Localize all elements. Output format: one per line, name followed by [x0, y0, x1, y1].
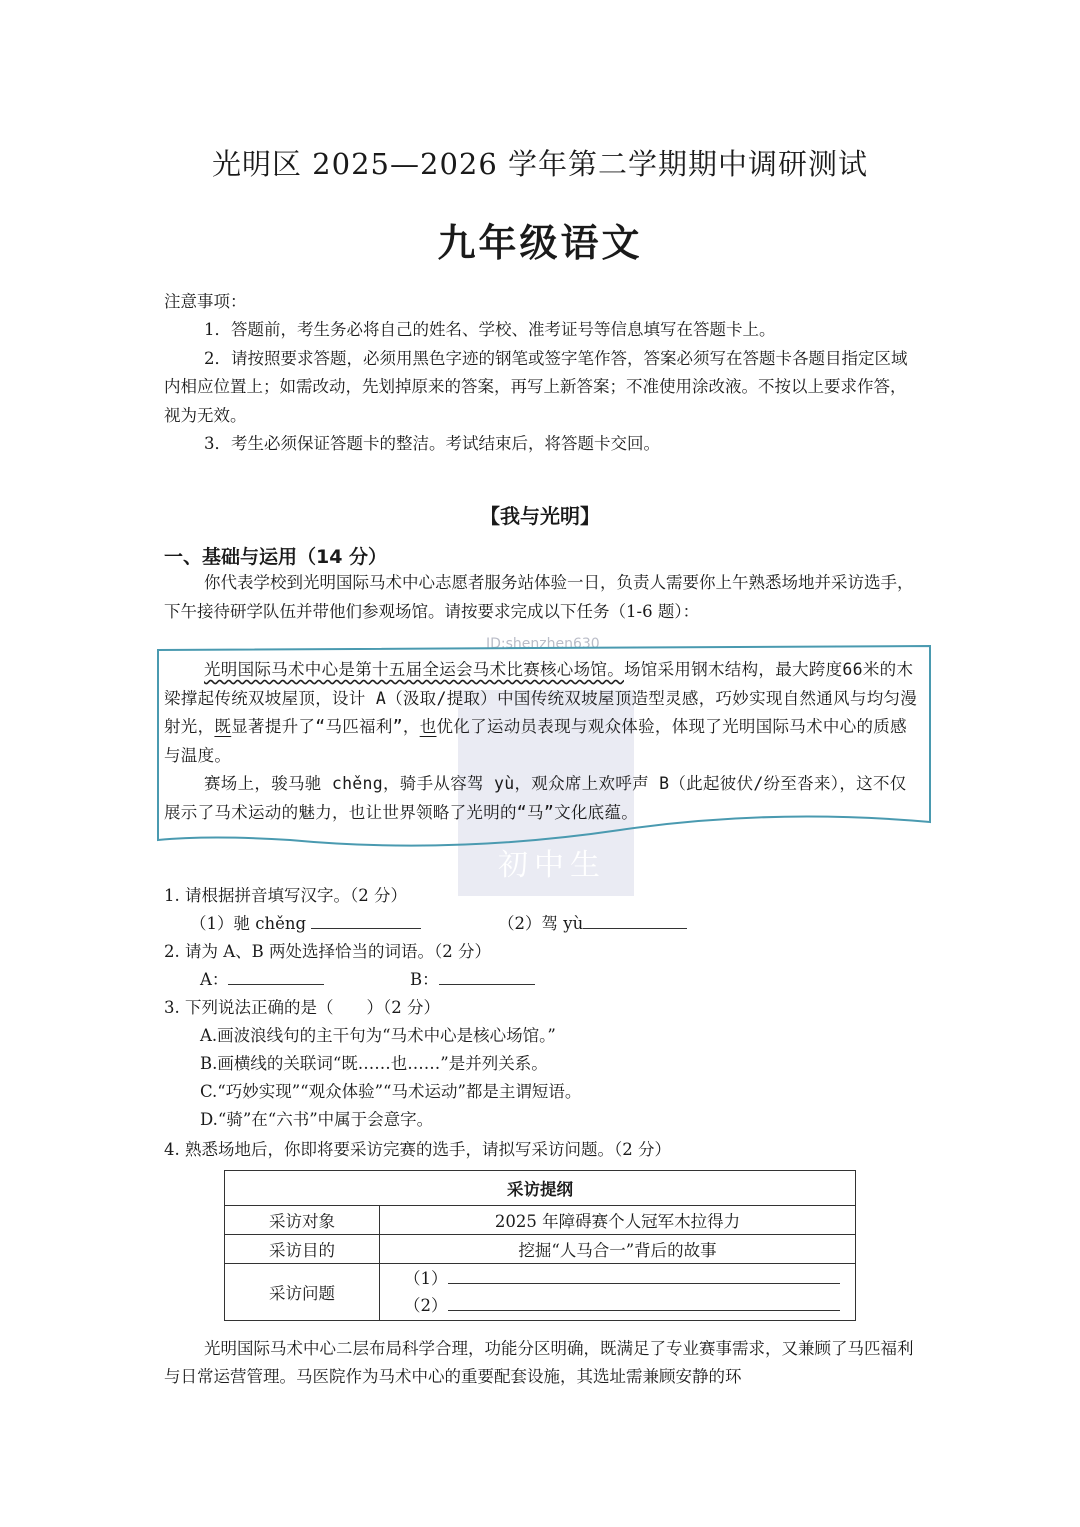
table-row — [225, 1264, 856, 1321]
question-1: 1. 请根据拼音填写汉字。（2 分） — [164, 886, 407, 905]
part-heading: 一、基础与运用（14 分） — [164, 546, 388, 568]
question-3: 3. 下列说法正确的是（ ）（2 分） — [164, 998, 440, 1017]
q2-item-b: B： — [410, 966, 535, 994]
wavy-underlined-sentence: 光明国际马术中心是第十五届全运会马术比赛核心场馆。 — [204, 660, 624, 679]
answer-blank[interactable] — [311, 910, 421, 929]
part-intro: 你代表学校到光明国际马术中心志愿者服务站体验一日，负责人需要你上午熟悉场地并采访选手，下午接待研学队伍并带他们参观场馆。请按要求完成以下任务（1-6 题）： — [164, 573, 914, 621]
notes-heading: 注意事项： — [164, 292, 247, 311]
passage-text: 场馆采用钢木结构，最大跨度66米的木梁撑起传统双坡屋顶，设计 A（汲取/提取）中国传统双坡屋顶造型灵感，巧妙实现自然通风与均匀漫射光， — [164, 660, 918, 736]
q1-item-1: （1）驰 chěng — [190, 910, 421, 938]
note-item: 1．答题前，考生务必将自己的姓名、学校、准考证号等信息填写在答题卡上。 — [204, 320, 776, 339]
passage-paragraph — [164, 656, 920, 770]
q3-option-a: A.画波浪线句的主干句为“马术中心是核心场馆。” — [200, 1026, 556, 1045]
table-row — [225, 1235, 856, 1264]
row-value: 2025 年障碍赛个人冠军木拉得力 — [380, 1206, 856, 1235]
answer-blank[interactable] — [228, 966, 324, 985]
subject-title: 九年级语文 — [437, 221, 643, 265]
notes-list — [164, 316, 920, 459]
row-label: 采访问题 — [225, 1264, 380, 1321]
passage-text: 优化了运动员表现与观众体验，体现了光明国际马术中心的质感与温度。 — [164, 717, 907, 765]
q1-item-2: （2）驾 yù — [498, 910, 687, 938]
interview-outline-table — [224, 1170, 856, 1321]
q3-option-c: C.“巧妙实现”“观众体验”“马术运动”都是主谓短语。 — [200, 1082, 582, 1101]
answer-blank[interactable] — [583, 910, 687, 929]
watermark-text: 初中生 — [498, 848, 606, 883]
row-label: 采访对象 — [225, 1206, 380, 1235]
row-value: 挖掘“人马合一”背后的故事 — [380, 1235, 856, 1264]
note-item: 2．请按照要求答题，必须用黑色字迹的钢笔或签字笔作答，答案必须写在答题卡各题目指定区域内相应位置上；如需改动，先划掉原来的答案，再写上新答案；不准使用涂改液。不按以上要求作答，视为无效。 — [164, 348, 908, 425]
underlined-connective: 既 — [214, 717, 232, 736]
question-blanks: （1） （2） — [380, 1264, 856, 1321]
question-4: 4. 熟悉场地后，你即将要采访完赛的选手，请拟写采访问题。（2 分） — [164, 1140, 671, 1159]
note-item: 3．考生必须保证答题卡的整洁。考试结束后，将答题卡交回。 — [204, 434, 660, 453]
q3-option-b: B.画横线的关联词“既……也……”是并列关系。 — [200, 1054, 548, 1073]
table-row — [225, 1206, 856, 1235]
passage-text: 显著提升了“马匹福利”， — [231, 717, 420, 736]
row-label: 采访目的 — [225, 1235, 380, 1264]
closing-paragraph: 光明国际马术中心二层布局科学合理，功能分区明确，既满足了专业赛事需求，又兼顾了马匹福利与日常运营管理。马医院作为马术中心的重要配套设施，其选址需兼顾安静的环 — [164, 1339, 914, 1386]
question-2: 2. 请为 A、B 两处选择恰当的词语。（2 分） — [164, 942, 492, 961]
section-title: 【我与光明】 — [480, 504, 600, 528]
answer-blank[interactable] — [439, 966, 535, 985]
watermark-id: ID:shenzhen630 — [486, 636, 600, 652]
table-header: 采访提纲 — [225, 1171, 856, 1206]
exam-title: 光明区 2025—2026 学年第二学期期中调研测试 — [211, 147, 869, 181]
q3-option-d: D.“骑”在“六书”中属于会意字。 — [200, 1110, 434, 1129]
q2-item-a: A： — [200, 966, 324, 994]
passage-paragraph: 赛场上，骏马驰 chěng，骑手从容驾 yù，观众席上欢呼声 B（此起彼伏/纷至沓来），这不仅展示了马术运动的魅力，也让世界领略了光明的“马”文化底蕴。 — [164, 774, 907, 822]
answer-blank[interactable] — [448, 1292, 840, 1311]
answer-blank[interactable] — [448, 1265, 840, 1284]
underlined-connective: 也 — [419, 717, 437, 736]
reading-passage — [164, 656, 920, 827]
